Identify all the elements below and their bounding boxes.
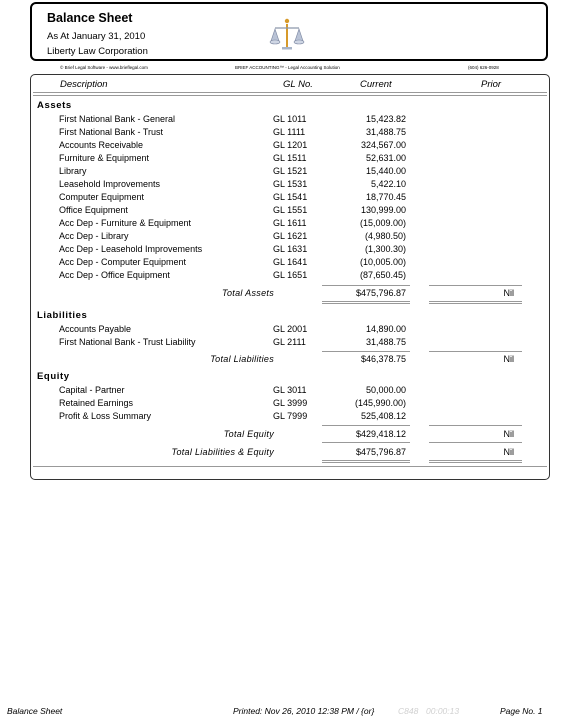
gl-number: GL 1511 <box>273 153 307 163</box>
assets-total-rule <box>322 285 410 286</box>
account-description: First National Bank - Trust Liability <box>59 337 196 347</box>
section-assets: Assets <box>37 100 72 111</box>
table-row <box>0 205 576 218</box>
gl-number: GL 1531 <box>273 179 308 189</box>
gl-number: GL 2001 <box>273 324 308 334</box>
vendor-product: BRIEF ACCOUNTING™ - Legal Accounting Solution <box>235 65 340 70</box>
current-amount: (1,300.30) <box>364 244 406 254</box>
current-amount: 14,890.00 <box>365 324 406 334</box>
grand-total-underline-2 <box>322 462 410 463</box>
scales-of-justice-icon <box>269 17 305 53</box>
liabilities-prior-rule <box>429 351 522 352</box>
current-amount: 31,488.75 <box>365 337 406 347</box>
table-bottom-rule <box>33 466 547 467</box>
liabilities-total-rule <box>322 351 410 352</box>
account-description: Leasehold Improvements <box>59 179 161 189</box>
total-liabilities-current: $46,378.75 <box>360 354 406 364</box>
section-equity: Equity <box>37 371 70 382</box>
table-row <box>0 153 576 166</box>
total-equity-current: $429,418.12 <box>355 429 406 439</box>
vendor-copyright: © Brief Legal Software - www.brieflegal.com <box>60 65 148 70</box>
current-amount: (4,980.50) <box>364 231 406 241</box>
total-assets-current: $475,796.87 <box>355 288 406 298</box>
table-row <box>0 324 576 337</box>
header-rule-2 <box>33 95 547 96</box>
current-amount: 18,770.45 <box>365 192 406 202</box>
gl-number: GL 2111 <box>273 337 306 347</box>
gl-number: GL 1201 <box>273 140 308 150</box>
account-description: Capital - Partner <box>59 385 125 395</box>
current-amount: 130,999.00 <box>360 205 406 215</box>
table-row <box>0 411 576 424</box>
equity-total-underline <box>322 442 410 443</box>
current-amount: 31,488.75 <box>365 127 406 137</box>
gl-number: GL 1611 <box>273 218 307 228</box>
total-liabilities-label: Total Liabilities <box>210 354 274 364</box>
gl-number: GL 1651 <box>273 270 308 280</box>
table-row <box>0 140 576 153</box>
account-description: Profit & Loss Summary <box>59 411 152 421</box>
current-amount: 52,631.00 <box>365 153 406 163</box>
total-equity-prior: Nil <box>503 429 514 439</box>
total-assets-label: Total Assets <box>222 288 274 298</box>
vendor-phone: (604) 626-0928 <box>468 65 499 70</box>
assets-total-underline-2 <box>322 303 410 304</box>
table-row <box>0 127 576 140</box>
gl-number: GL 3011 <box>273 385 307 395</box>
current-amount: 525,408.12 <box>360 411 406 421</box>
table-row <box>0 179 576 192</box>
grand-total-underline <box>322 460 410 461</box>
gl-number: GL 1521 <box>273 166 308 176</box>
total-assets-prior: Nil <box>503 288 514 298</box>
grand-total-current: $475,796.87 <box>355 447 406 457</box>
account-description: First National Bank - General <box>59 114 176 124</box>
current-amount: 5,422.10 <box>370 179 406 189</box>
table-row <box>0 244 576 257</box>
report-title: Balance Sheet <box>47 11 133 25</box>
gl-number: GL 1011 <box>273 114 307 124</box>
total-equity-label: Total Equity <box>223 429 274 439</box>
gl-number: GL 7999 <box>273 411 308 421</box>
assets-prior-underline-2 <box>429 303 522 304</box>
account-description: Retained Earnings <box>59 398 134 408</box>
current-amount: (87,650.45) <box>359 270 406 280</box>
vendor-strip <box>30 65 548 73</box>
account-description: Acc Dep - Leasehold Improvements <box>59 244 203 254</box>
grand-total-prior: Nil <box>503 447 514 457</box>
current-amount: 324,567.00 <box>360 140 406 150</box>
account-description: Office Equipment <box>59 205 128 215</box>
footer-elapsed: 00:00:13 <box>426 706 460 716</box>
current-amount: (10,005.00) <box>359 257 406 267</box>
account-description: Acc Dep - Office Equipment <box>59 270 170 280</box>
grand-prior-underline <box>429 460 522 461</box>
grand-prior-underline-2 <box>429 462 522 463</box>
col-gl-no: GL No. <box>283 79 313 90</box>
account-description: Accounts Receivable <box>59 140 144 150</box>
col-prior: Prior <box>481 79 502 90</box>
gl-number: GL 1551 <box>273 205 308 215</box>
equity-prior-rule <box>429 425 522 426</box>
gl-number: GL 1111 <box>273 127 306 137</box>
table-row <box>0 192 576 205</box>
table-row <box>0 337 576 350</box>
current-amount: (15,009.00) <box>359 218 406 228</box>
footer-report-name: Balance Sheet <box>7 706 63 716</box>
assets-prior-underline <box>429 301 522 302</box>
equity-prior-underline <box>429 442 522 443</box>
col-description: Description <box>60 79 108 90</box>
table-row <box>0 270 576 283</box>
footer-page-number: Page No. 1 <box>500 706 543 716</box>
table-row <box>0 385 576 398</box>
table-row <box>0 218 576 231</box>
report-date: As At January 31, 2010 <box>47 31 146 42</box>
account-description: Library <box>59 166 87 176</box>
assets-prior-rule <box>429 285 522 286</box>
total-liabilities-prior: Nil <box>503 354 514 364</box>
equity-total-rule <box>322 425 410 426</box>
account-description: Acc Dep - Library <box>59 231 129 241</box>
gl-number: GL 3999 <box>273 398 308 408</box>
table-row <box>0 398 576 411</box>
footer-printed: Printed: Nov 26, 2010 12:38 PM / {or} <box>233 706 375 716</box>
section-liabilities: Liabilities <box>37 310 88 321</box>
table-row <box>0 231 576 244</box>
grand-total-label: Total Liabilities & Equity <box>171 447 274 457</box>
table-row <box>0 257 576 270</box>
gl-number: GL 1541 <box>273 192 308 202</box>
gl-number: GL 1641 <box>273 257 308 267</box>
header-rule <box>33 92 547 93</box>
table-row <box>0 166 576 179</box>
company-name: Liberty Law Corporation <box>47 46 148 57</box>
current-amount: 15,423.82 <box>365 114 406 124</box>
account-description: First National Bank - Trust <box>59 127 164 137</box>
current-amount: (145,990.00) <box>354 398 406 408</box>
account-description: Accounts Payable <box>59 324 132 334</box>
col-current: Current <box>360 79 392 90</box>
account-description: Acc Dep - Computer Equipment <box>59 257 187 267</box>
account-description: Acc Dep - Furniture & Equipment <box>59 218 192 228</box>
footer-code: C848 <box>398 706 419 716</box>
gl-number: GL 1631 <box>273 244 308 254</box>
assets-total-underline <box>322 301 410 302</box>
report-header <box>30 2 548 61</box>
current-amount: 50,000.00 <box>365 385 406 395</box>
account-description: Furniture & Equipment <box>59 153 150 163</box>
account-description: Computer Equipment <box>59 192 145 202</box>
current-amount: 15,440.00 <box>365 166 406 176</box>
table-row <box>0 114 576 127</box>
gl-number: GL 1621 <box>273 231 308 241</box>
